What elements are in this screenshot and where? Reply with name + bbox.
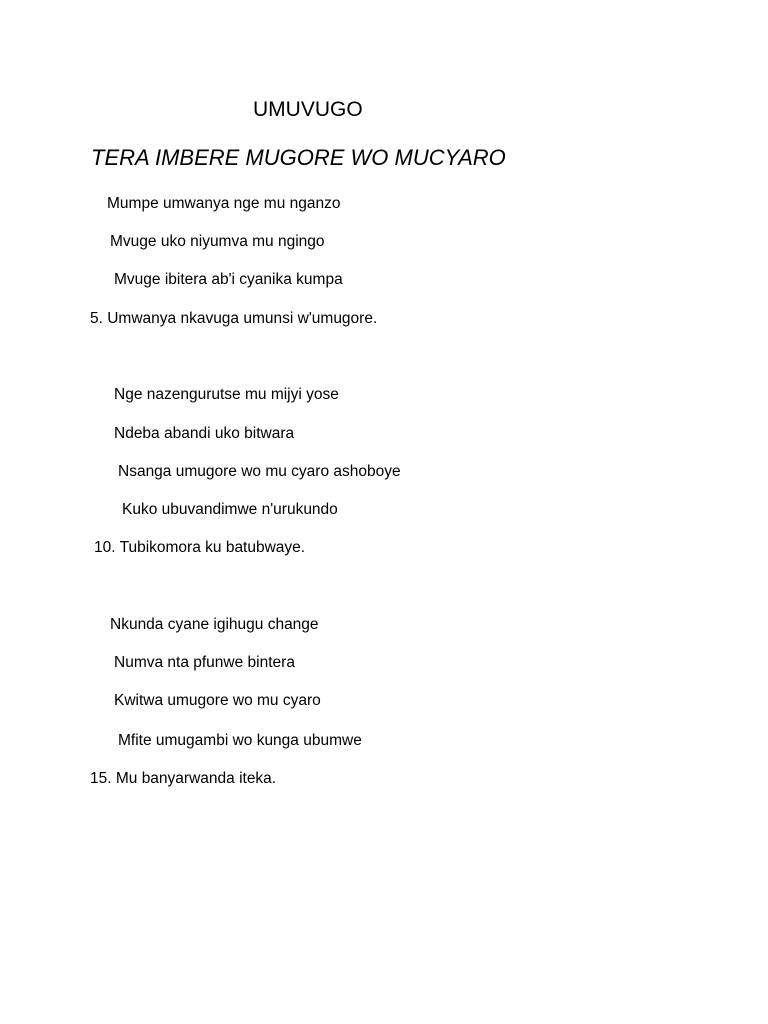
- poem-line: Mumpe umwanya nge mu nganzo: [107, 195, 341, 212]
- poem-line: 15. Mu banyarwanda iteka.: [90, 770, 277, 787]
- poem-line: Mvuge uko niyumva mu ngingo: [110, 233, 325, 250]
- poem-heading: UMUVUGO: [253, 98, 363, 121]
- poem-line: 5. Umwanya nkavuga umunsi w'umugore.: [90, 310, 378, 327]
- poem-line: Numva nta pfunwe bintera: [114, 654, 295, 671]
- poem-line: Nsanga umugore wo mu cyaro ashoboye: [118, 463, 401, 480]
- poem-line: Mvuge ibitera ab'i cyanika kumpa: [114, 271, 343, 288]
- poem-line: Kuko ubuvandimwe n'urukundo: [122, 501, 338, 518]
- poem-line: Kwitwa umugore wo mu cyaro: [114, 692, 321, 709]
- poem-line: Nge nazengurutse mu mijyi yose: [114, 386, 339, 403]
- poem-line: Nkunda cyane igihugu change: [110, 616, 319, 633]
- poem-line: Ndeba abandi uko bitwara: [114, 425, 295, 442]
- poem-title: TERA IMBERE MUGORE WO MUCYARO: [91, 145, 506, 170]
- poem-line: Mfite umugambi wo kunga ubumwe: [118, 732, 362, 749]
- poem-line: 10. Tubikomora ku batubwaye.: [94, 539, 306, 556]
